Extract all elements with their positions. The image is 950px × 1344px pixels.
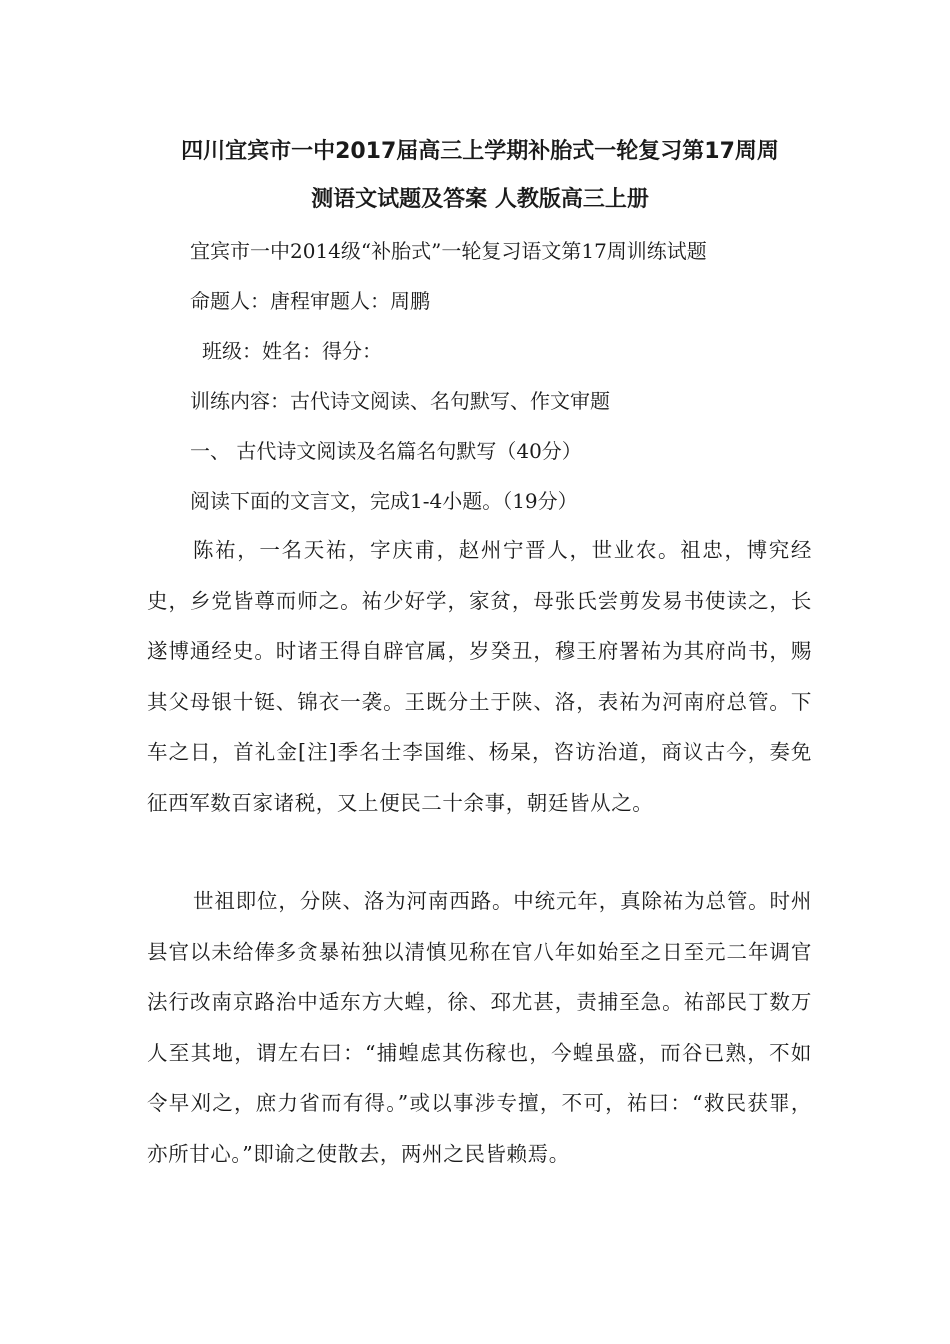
section-heading: 一、 古代诗文阅读及名篇名句默写（40分） xyxy=(190,439,582,463)
reading-instruction: 阅读下面的文言文，完成1-4小题。（19分） xyxy=(190,489,578,513)
classical-passage-paragraph-1: 陈祐，一名天祐，字庆甫，赵州宁晋人，世业农。祖忠，博究经史，乡党皆尊而师之。祐少好学，家贫，母张氏尝剪发易书使读之，长遂博通经史。时诸王得自辟官属，岁癸丑，穆王府署祐为其府尚书，赐其父母银十铤、锦衣一袭。王既分土于陕、洛，表祐为河南府总管。下车之日，首礼金[注]季名士李国维、杨杲，咨访治道，商议古今，奏免征西军数百家诸税，又上便民二十余事，朝廷皆从之。 xyxy=(147,538,812,815)
document-title-line-1: 四川宜宾市一中2017届高三上学期补胎式一轮复习第17周周 xyxy=(181,139,779,164)
document-title-line-2: 测语文试题及答案 人教版高三上册 xyxy=(311,187,649,212)
exam-subtitle: 宜宾市一中2014级“补胎式”一轮复习语文第17周训练试题 xyxy=(190,239,707,263)
student-info-line: 班级：姓名：得分： xyxy=(202,339,382,363)
training-content: 训练内容：古代诗文阅读、名句默写、作文审题 xyxy=(190,389,610,413)
exam-authors: 命题人：唐程审题人：周鹏 xyxy=(190,289,430,313)
classical-passage-paragraph-2: 世祖即位，分陕、洛为河南西路。中统元年，真除祐为总管。时州县官以未给俸多贪暴祐独以清慎见称在官八年如始至之日至元二年调官法行改南京路治中适东方大蝗，徐、邳尤甚，责捕至急。祐部民丁数万人至其地，谓左右曰：“捕蝗虑其伤稼也，今蝗虽盛，而谷已熟，不如令早刈之，庶力省而有得。”或以事涉专擅，不可，祐曰：“救民获罪，亦所甘心。”即谕之使散去，两州之民皆赖焉。 xyxy=(147,889,812,1166)
